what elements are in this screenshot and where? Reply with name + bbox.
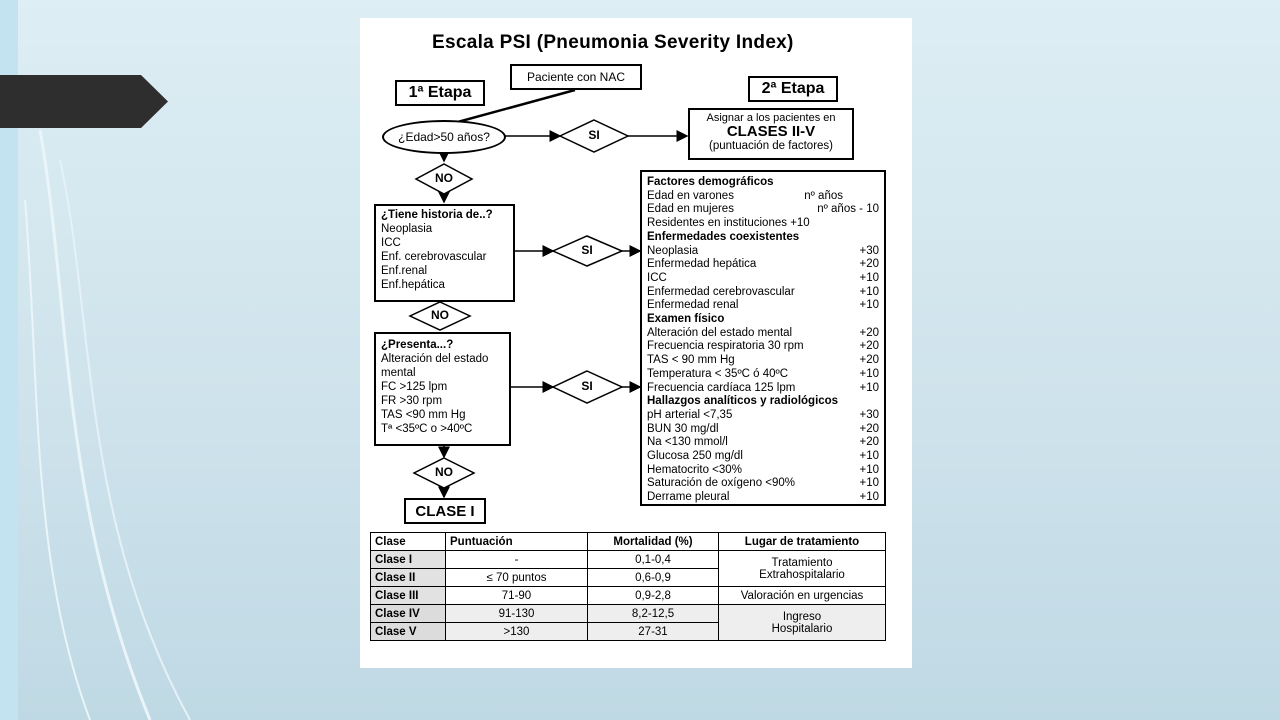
cell-mortalidad: 8,2-12,5 (588, 605, 719, 623)
cell-clase: Clase III (371, 587, 446, 605)
clase1-label: CLASE I (415, 502, 475, 520)
presents-box (374, 332, 511, 446)
lugar-line: Tratamiento (771, 556, 833, 569)
lugar-line: Hospitalario (771, 622, 833, 635)
factor-value: +30 (859, 244, 879, 257)
stage2-box (748, 76, 838, 102)
factor-row (647, 450, 879, 464)
factor-row (647, 299, 879, 313)
start-label: Paciente con NAC (526, 70, 626, 84)
cell-lugar-urgencias: Valoración en urgencias (719, 587, 886, 605)
history-box (374, 204, 515, 302)
history-item: Enf.hepática (381, 279, 445, 291)
factor-row (647, 245, 879, 259)
factor-value: +20 (859, 258, 879, 271)
factor-row (647, 286, 879, 300)
presents-item: Tª <35ºC o >40ºC (381, 423, 473, 435)
cell-puntuacion: 71-90 (446, 587, 588, 605)
factor-label: BUN 30 mg/dl (647, 422, 719, 435)
factor-row (647, 464, 879, 478)
factor-row (647, 436, 879, 450)
factor-label: Residentes en instituciones +10 (647, 217, 810, 230)
psi-class-table (370, 532, 886, 641)
factor-label: Enfermedad hepática (647, 258, 757, 271)
cell-lugar-extrahospitalario (719, 551, 886, 587)
factor-label: Derrame pleural (647, 491, 730, 504)
cell-puntuacion: - (446, 551, 588, 569)
history-item: ICC (381, 237, 401, 249)
factor-label: Frecuencia respiratoria 30 rpm (647, 340, 804, 353)
factor-row (647, 190, 879, 204)
presents-item: TAS <90 mm Hg (381, 409, 466, 421)
age-question-oval (382, 120, 506, 154)
factor-value: +10 (859, 477, 879, 490)
factor-value: +20 (859, 340, 879, 353)
factor-row (647, 327, 879, 341)
factors-coex-heading: Enfermedades coexistentes (647, 230, 800, 243)
cell-lugar-ingreso (719, 605, 886, 641)
factor-label: Edad en mujeres (647, 203, 734, 216)
assign-line1: Asignar a los pacientes en (706, 112, 836, 124)
header-clase: Clase (371, 533, 446, 551)
header-puntuacion: Puntuación (446, 533, 588, 551)
presents-item: mental (381, 367, 416, 379)
cell-puntuacion: 91-130 (446, 605, 588, 623)
start-box (510, 64, 642, 90)
factor-label: Edad en varones (647, 189, 734, 202)
assign-line3: (puntuación de factores) (708, 140, 834, 152)
yes-label-1: SI (588, 128, 600, 142)
factor-row (647, 354, 879, 368)
history-item: Enf.renal (381, 265, 428, 277)
cell-clase: Clase IV (371, 605, 446, 623)
table-header-row (371, 533, 886, 551)
no-label-3: NO (435, 465, 453, 479)
lugar-line: Ingreso (782, 610, 822, 623)
factor-label: Enfermedad renal (647, 299, 739, 312)
factor-row (647, 368, 879, 382)
assign-line2: CLASES II-V (726, 123, 816, 140)
factor-value: +10 (859, 450, 879, 463)
factor-value: +10 (859, 271, 879, 284)
stage1-label: 1ª Etapa (408, 84, 472, 101)
factor-label: ICC (647, 271, 667, 284)
factor-row (647, 340, 879, 354)
factor-label: Alteración del estado mental (647, 326, 793, 339)
factor-value: +10 (859, 463, 879, 476)
factor-row (647, 217, 879, 231)
table-row (371, 587, 886, 605)
psi-figure (360, 18, 912, 668)
factors-exam-heading: Examen físico (647, 313, 725, 326)
presents-item: Alteración del estado (381, 353, 489, 365)
factor-label: Enfermedad cerebrovascular (647, 285, 795, 298)
assign-box (688, 108, 854, 160)
factor-value: nº años (804, 189, 843, 202)
factor-label: Glucosa 250 mg/dl (647, 450, 743, 463)
factor-value: +20 (859, 422, 879, 435)
factor-label: Frecuencia cardíaca 125 lpm (647, 381, 796, 394)
factor-value: +10 (859, 491, 879, 504)
factors-demo-heading: Factores demográficos (647, 176, 774, 188)
factor-value: +10 (859, 299, 879, 312)
cell-mortalidad: 0,6-0,9 (588, 569, 719, 587)
factor-value: +20 (859, 326, 879, 339)
factor-value: +10 (859, 285, 879, 298)
factor-label: Saturación de oxígeno <90% (647, 477, 796, 490)
header-lugar: Lugar de tratamiento (719, 533, 886, 551)
factor-value: +20 (859, 354, 879, 367)
lugar-line: Extrahospitalario (759, 568, 845, 581)
factor-label: Neoplasia (647, 244, 699, 257)
factor-row (647, 423, 879, 437)
no-label-2: NO (431, 308, 449, 322)
cell-puntuacion: >130 (446, 623, 588, 641)
history-item: Neoplasia (381, 223, 433, 235)
yes-label-2: SI (581, 243, 593, 257)
factor-row (647, 203, 879, 217)
cell-puntuacion: ≤ 70 puntos (446, 569, 588, 587)
age-question: ¿Edad>50 años? (398, 130, 490, 144)
cell-clase: Clase I (371, 551, 446, 569)
cell-clase: Clase V (371, 623, 446, 641)
clase1-box (404, 498, 486, 524)
factors-box (640, 170, 886, 506)
factor-row (647, 382, 879, 396)
factor-label: Temperatura < 35ºC ó 40ºC (647, 367, 789, 380)
factor-value: +10 (859, 381, 879, 394)
factor-row (647, 272, 879, 286)
factor-label: Hematocrito <30% (647, 463, 742, 476)
table-row (371, 605, 886, 623)
presents-item: FC >125 lpm (381, 381, 448, 393)
cell-mortalidad: 0,1-0,4 (588, 551, 719, 569)
factor-label: TAS < 90 mm Hg (647, 354, 735, 367)
presents-heading: ¿Presenta...? (381, 339, 454, 351)
factor-value: +30 (859, 408, 879, 421)
history-item: Enf. cerebrovascular (381, 251, 487, 263)
yes-label-3: SI (581, 379, 593, 393)
header-mortalidad: Mortalidad (%) (588, 533, 719, 551)
no-label-1: NO (435, 171, 453, 185)
cell-mortalidad: 0,9-2,8 (588, 587, 719, 605)
factor-value: nº años - 10 (817, 203, 879, 216)
stage1-box (395, 80, 485, 106)
factor-row (647, 409, 879, 423)
factors-lab-heading: Hallazgos analíticos y radiológicos (647, 395, 839, 408)
title-tag-shape (0, 75, 168, 128)
factor-row (647, 477, 879, 491)
factor-row (647, 258, 879, 272)
presents-item: FR >30 rpm (381, 395, 443, 407)
factor-label: pH arterial <7,35 (647, 408, 733, 421)
factor-row (647, 491, 879, 505)
factor-value: +20 (859, 436, 879, 449)
figure-title: Escala PSI (Pneumonia Severity Index) (432, 32, 794, 53)
history-heading: ¿Tiene historia de..? (381, 209, 493, 221)
stage2-label: 2ª Etapa (761, 80, 825, 97)
cell-mortalidad: 27-31 (588, 623, 719, 641)
cell-clase: Clase II (371, 569, 446, 587)
factor-value: +10 (859, 367, 879, 380)
table-row (371, 551, 886, 569)
factor-label: Na <130 mmol/l (647, 436, 728, 449)
